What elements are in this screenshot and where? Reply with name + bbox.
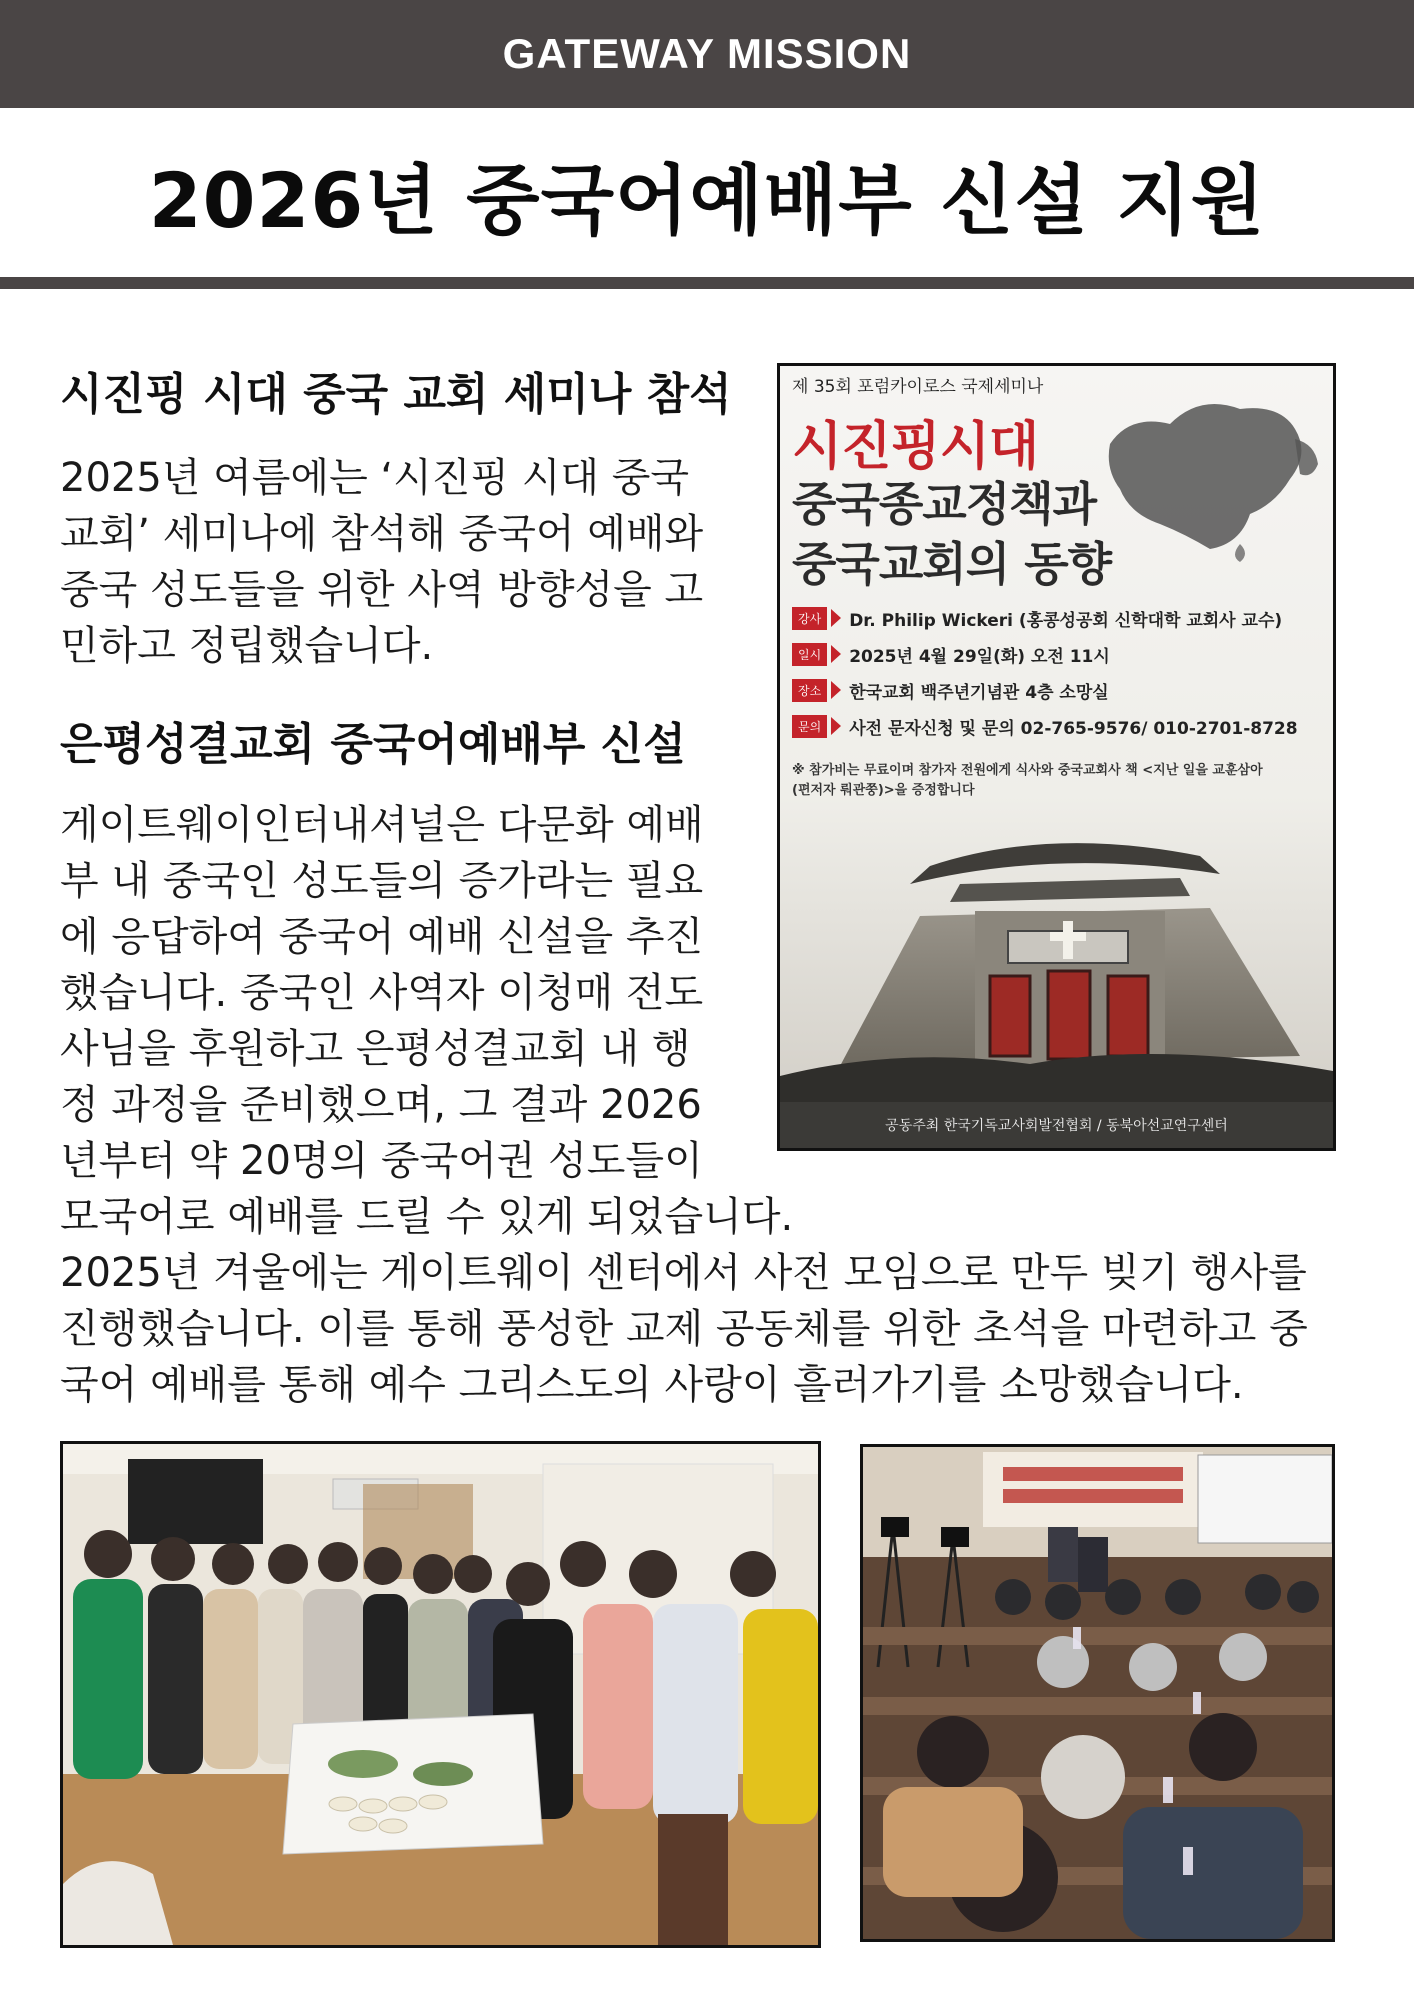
paragraph-line: 게이트웨이인터내셔널은 다문화 예배 [60,802,704,848]
paragraph-line: 국어 예배를 통해 예수 그리스도의 사랑이 흘러가기를 소망했습니다. [60,1362,1244,1408]
paragraph-line: 모국어로 예배를 드릴 수 있게 되었습니다. [60,1194,794,1240]
paragraph-line: 에 응답하여 중국어 예배 신설을 추진 [60,914,704,960]
poster-title-line3: 중국교회의 동향 [792,537,1112,591]
seminar-poster-image [777,363,1336,1151]
poster-note-line: (편저자 뤄관쭝)>을 증정합니다 [792,783,975,798]
poster-info-tag: 문의 [792,715,827,738]
poster-info-tag: 강사 [792,607,827,630]
paragraph-line: 사님을 후원하고 은평성결교회 내 행 [60,1026,691,1072]
church-building-illustration [780,796,1333,1108]
poster-note [792,761,1263,801]
poster-top-line: 제 35회 포럼카이로스 국제세미나 [792,377,1044,397]
paragraph-line: 중국 성도들을 위한 사역 방향성을 고 [60,567,704,613]
brand-title: GATEWAY MISSION [502,30,912,77]
section1-heading: 시진핑 시대 중국 교회 세미나 참석 [60,369,732,420]
poster-title-line2: 중국종교정책과 [792,477,1097,531]
chevron-right-icon [831,609,841,627]
page-title: 2026년 중국어예배부 신설 지원 [148,156,1266,245]
section1-paragraph [60,450,703,674]
chevron-right-icon [831,717,841,735]
chevron-right-icon [831,681,841,699]
seminar-hall-illustration [863,1447,1332,1939]
poster-info-tag: 장소 [792,679,827,702]
seminar-hall-photo [860,1444,1335,1942]
china-map-illustration [1090,384,1330,564]
poster-info-tag: 일시 [792,643,827,666]
poster-info-row [792,676,1109,704]
paragraph-line: 진행했습니다. 이를 통해 풍성한 교제 공동체를 위한 초석을 마련하고 중 [60,1306,1308,1352]
poster-note-line: ※ 참가비는 무료이며 참가자 전원에게 식사와 중국교회사 책 <지난 일을 교훈삼아 [792,763,1263,778]
paragraph-line: 2025년 겨울에는 게이트웨이 센터에서 사전 모임으로 만두 빚기 행사를 [60,1250,1307,1296]
poster-info-value: Dr. Philip Wickeri (홍콩성공회 신학대학 교회사 교수) [849,610,1283,631]
paragraph-line: 년부터 약 20명의 중국어권 성도들이 [60,1138,703,1184]
title-divider [0,277,1414,289]
paragraph-line: 정 과정을 준비했으며, 그 결과 2026 [60,1082,702,1128]
header-bar [0,0,1414,108]
poster-info-row [792,640,1110,668]
paragraph-line: 2025년 여름에는 ‘시진핑 시대 중국 [60,455,690,501]
paragraph-line: 교회’ 세미나에 참석해 중국어 예배와 [60,511,704,557]
poster-info-value: 한국교회 백주년기념관 4층 소망실 [849,682,1109,703]
poster-info-row [792,604,1282,632]
poster-footer: 공동주최 한국기독교사회발전협회 / 동북아선교연구센터 [780,1102,1333,1148]
paragraph-line: 민하고 정립했습니다. [60,623,434,669]
poster-title-line1: 시진핑시대 [792,417,1039,477]
section2-heading: 은평성결교회 중국어예배부 신설 [60,719,686,770]
paragraph-line: 했습니다. 중국인 사역자 이청매 전도 [60,970,704,1016]
poster-info-value: 사전 문자신청 및 문의 02-765-9576/ 010-2701-8728 [849,718,1298,739]
chevron-right-icon [831,645,841,663]
paragraph-line: 부 내 중국인 성도들의 증가라는 필요 [60,858,704,904]
poster-info-value: 2025년 4월 29일(화) 오전 11시 [849,646,1110,667]
dumpling-event-illustration [63,1444,818,1945]
dumpling-event-photo [60,1441,821,1948]
poster-info-row [792,712,1298,740]
